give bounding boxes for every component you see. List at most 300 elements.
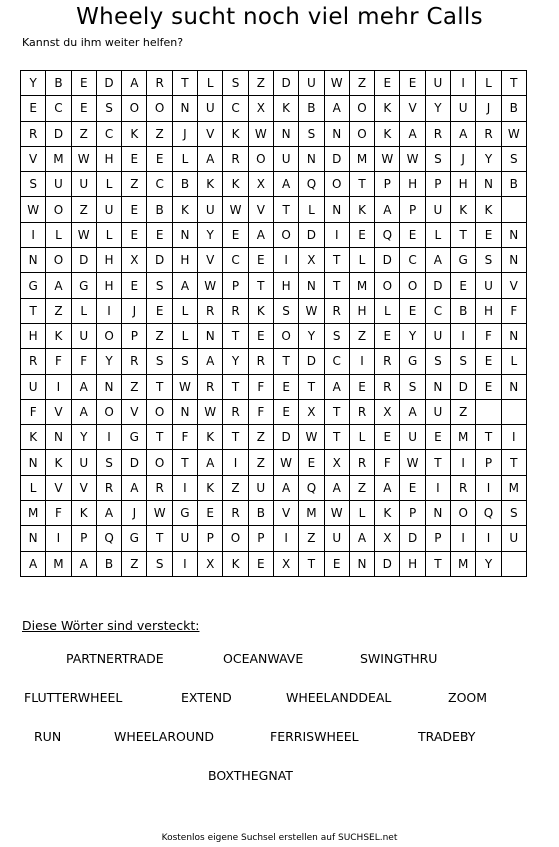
grid-cell: J xyxy=(476,96,501,121)
grid-cell: T xyxy=(299,374,324,399)
grid-cell: Z xyxy=(71,121,96,146)
grid-cell: T xyxy=(324,425,349,450)
grid-cell: Q xyxy=(299,172,324,197)
grid-cell: S xyxy=(223,71,248,96)
grid-cell: B xyxy=(501,172,526,197)
grid-cell: Z xyxy=(122,551,147,576)
grid-cell: K xyxy=(375,501,400,526)
grid-cell: J xyxy=(172,121,197,146)
grid-cell: E xyxy=(71,71,96,96)
grid-cell: S xyxy=(172,349,197,374)
grid-cell: O xyxy=(248,146,273,171)
grid-cell: R xyxy=(375,349,400,374)
grid-cell: N xyxy=(21,248,46,273)
grid-cell: V xyxy=(21,146,46,171)
grid-cell: L xyxy=(172,323,197,348)
grid-cell: J xyxy=(451,146,476,171)
grid-cell: H xyxy=(21,323,46,348)
grid-cell: E xyxy=(476,349,501,374)
grid-cell: C xyxy=(425,298,450,323)
grid-cell: X xyxy=(248,172,273,197)
word-item: FLUTTERWHEEL xyxy=(24,690,123,705)
grid-cell: M xyxy=(21,501,46,526)
word-item: TRADEBY xyxy=(418,729,476,744)
grid-cell: S xyxy=(147,349,172,374)
grid-cell: H xyxy=(349,298,374,323)
grid-cell: B xyxy=(46,71,71,96)
grid-cell: N xyxy=(501,222,526,247)
grid-row xyxy=(21,248,527,273)
grid-cell: T xyxy=(501,450,526,475)
grid-cell: V xyxy=(122,399,147,424)
grid-cell: X xyxy=(299,399,324,424)
grid-cell: L xyxy=(21,475,46,500)
grid-cell: A xyxy=(172,273,197,298)
grid-cell: T xyxy=(223,323,248,348)
grid-cell: Q xyxy=(375,222,400,247)
grid-cell: V xyxy=(46,399,71,424)
grid-cell: W xyxy=(273,450,298,475)
grid-cell: K xyxy=(223,551,248,576)
grid-cell: N xyxy=(425,501,450,526)
grid-cell: P xyxy=(425,172,450,197)
grid-cell: U xyxy=(425,71,450,96)
grid-cell: H xyxy=(96,248,121,273)
grid-cell: A xyxy=(400,121,425,146)
grid-cell: U xyxy=(172,526,197,551)
grid-cell: S xyxy=(273,298,298,323)
word-item: WHEELANDDEAL xyxy=(286,690,392,705)
grid-row xyxy=(21,96,527,121)
grid-cell: Z xyxy=(248,71,273,96)
grid-cell: T xyxy=(451,222,476,247)
grid-cell: W xyxy=(324,71,349,96)
grid-cell: F xyxy=(46,501,71,526)
grid-cell: I xyxy=(223,450,248,475)
grid-cell: A xyxy=(46,273,71,298)
grid-cell: F xyxy=(501,298,526,323)
grid-cell: E xyxy=(21,96,46,121)
grid-cell: R xyxy=(147,475,172,500)
grid-cell: E xyxy=(476,374,501,399)
grid-cell: H xyxy=(400,551,425,576)
grid-cell: E xyxy=(248,323,273,348)
grid-cell: I xyxy=(501,425,526,450)
grid-cell: T xyxy=(147,425,172,450)
grid-cell: K xyxy=(198,475,223,500)
grid-cell: X xyxy=(299,248,324,273)
grid-cell: L xyxy=(349,425,374,450)
grid-cell: R xyxy=(451,475,476,500)
grid-cell: D xyxy=(299,222,324,247)
grid-cell: R xyxy=(21,349,46,374)
grid-cell: T xyxy=(172,450,197,475)
grid-cell: A xyxy=(324,96,349,121)
grid-cell: K xyxy=(273,96,298,121)
grid-cell: Y xyxy=(400,323,425,348)
grid-cell: B xyxy=(501,96,526,121)
grid-cell: P xyxy=(248,526,273,551)
grid-cell: Z xyxy=(349,71,374,96)
grid-cell: D xyxy=(147,248,172,273)
grid-cell: G xyxy=(21,273,46,298)
grid-cell: X xyxy=(375,399,400,424)
grid-cell: X xyxy=(375,526,400,551)
grid-cell: M xyxy=(501,475,526,500)
grid-cell: P xyxy=(122,323,147,348)
grid-cell: U xyxy=(71,323,96,348)
grid-cell: R xyxy=(324,298,349,323)
grid-cell: K xyxy=(71,501,96,526)
grid-cell: O xyxy=(96,399,121,424)
grid-cell: L xyxy=(96,222,121,247)
grid-cell: C xyxy=(400,248,425,273)
grid-cell: N xyxy=(299,273,324,298)
grid-cell: I xyxy=(324,222,349,247)
grid-cell: O xyxy=(122,96,147,121)
grid-cell: H xyxy=(476,298,501,323)
grid-cell: L xyxy=(198,71,223,96)
grid-cell: Z xyxy=(122,374,147,399)
grid-cell: B xyxy=(299,96,324,121)
grid-cell: X xyxy=(248,96,273,121)
grid-cell: A xyxy=(198,146,223,171)
grid-cell: A xyxy=(198,450,223,475)
grid-cell: I xyxy=(451,71,476,96)
grid-cell: L xyxy=(476,71,501,96)
grid-cell: Y xyxy=(425,96,450,121)
grid-cell: D xyxy=(46,121,71,146)
letter-grid xyxy=(20,70,527,577)
grid-cell: E xyxy=(451,273,476,298)
grid-cell: A xyxy=(96,501,121,526)
grid-cell: W xyxy=(71,146,96,171)
grid-cell: E xyxy=(273,399,298,424)
grid-cell: Z xyxy=(147,121,172,146)
grid-cell: R xyxy=(349,399,374,424)
grid-cell: S xyxy=(299,121,324,146)
grid-cell: D xyxy=(375,248,400,273)
grid-cell: K xyxy=(223,121,248,146)
grid-cell: W xyxy=(400,146,425,171)
grid-cell: G xyxy=(400,349,425,374)
grid-cell: I xyxy=(21,222,46,247)
grid-cell: U xyxy=(425,197,450,222)
word-item: FERRISWHEEL xyxy=(270,729,359,744)
grid-cell: V xyxy=(198,248,223,273)
word-item: SWINGTHRU xyxy=(360,651,438,666)
grid-cell: E xyxy=(375,425,400,450)
grid-cell: Z xyxy=(299,526,324,551)
grid-cell: E xyxy=(122,273,147,298)
grid-cell: O xyxy=(147,399,172,424)
grid-cell: K xyxy=(451,197,476,222)
grid-cell xyxy=(501,197,526,222)
grid-cell: S xyxy=(425,146,450,171)
grid-cell: I xyxy=(451,526,476,551)
grid-cell: C xyxy=(147,172,172,197)
grid-cell: I xyxy=(425,475,450,500)
grid-cell: V xyxy=(248,197,273,222)
grid-cell: I xyxy=(476,475,501,500)
grid-cell: X xyxy=(198,551,223,576)
grid-cell xyxy=(501,551,526,576)
grid-cell: S xyxy=(400,374,425,399)
grid-cell: N xyxy=(172,96,197,121)
grid-row xyxy=(21,121,527,146)
grid-cell: I xyxy=(273,526,298,551)
grid-cell: V xyxy=(71,475,96,500)
grid-cell: K xyxy=(198,425,223,450)
grid-cell: O xyxy=(375,273,400,298)
grid-cell: O xyxy=(324,172,349,197)
grid-cell: Z xyxy=(349,475,374,500)
grid-cell: P xyxy=(71,526,96,551)
grid-cell: T xyxy=(324,248,349,273)
grid-cell: I xyxy=(46,526,71,551)
grid-cell: U xyxy=(501,526,526,551)
grid-cell: F xyxy=(248,399,273,424)
grid-cell: D xyxy=(71,248,96,273)
subtitle: Kannst du ihm weiter helfen? xyxy=(22,36,184,49)
grid-cell: S xyxy=(501,146,526,171)
grid-cell: R xyxy=(223,501,248,526)
grid-row xyxy=(21,172,527,197)
grid-cell: E xyxy=(375,323,400,348)
grid-row xyxy=(21,374,527,399)
grid-cell: C xyxy=(46,96,71,121)
grid-cell: K xyxy=(21,425,46,450)
grid-cell: E xyxy=(400,298,425,323)
grid-cell: T xyxy=(223,425,248,450)
grid-cell: L xyxy=(501,349,526,374)
grid-cell: N xyxy=(501,374,526,399)
grid-cell: C xyxy=(96,121,121,146)
grid-cell: W xyxy=(324,501,349,526)
grid-cell: R xyxy=(21,121,46,146)
grid-cell: A xyxy=(71,551,96,576)
grid-cell: P xyxy=(425,526,450,551)
grid-row xyxy=(21,222,527,247)
grid-cell: B xyxy=(172,172,197,197)
grid-row xyxy=(21,399,527,424)
grid-cell: R xyxy=(349,450,374,475)
grid-cell: K xyxy=(223,172,248,197)
grid-cell: R xyxy=(223,146,248,171)
grid-cell: E xyxy=(198,501,223,526)
grid-cell: E xyxy=(147,222,172,247)
grid-cell: R xyxy=(198,374,223,399)
grid-cell: U xyxy=(71,172,96,197)
grid-cell: Y xyxy=(96,349,121,374)
grid-cell: Y xyxy=(476,551,501,576)
grid-cell: W xyxy=(400,450,425,475)
grid-cell: S xyxy=(476,248,501,273)
grid-cell: I xyxy=(172,475,197,500)
grid-cell: Y xyxy=(476,146,501,171)
grid-cell: R xyxy=(476,121,501,146)
grid-cell: A xyxy=(425,248,450,273)
grid-cell: R xyxy=(223,399,248,424)
grid-cell: S xyxy=(147,551,172,576)
grid-cell: U xyxy=(46,172,71,197)
grid-cell: V xyxy=(501,273,526,298)
grid-cell: P xyxy=(223,273,248,298)
grid-cell: D xyxy=(273,425,298,450)
page-title: Wheely sucht noch viel mehr Calls xyxy=(76,4,483,30)
grid-cell: I xyxy=(96,298,121,323)
grid-cell: X xyxy=(324,450,349,475)
grid-cell: E xyxy=(147,146,172,171)
grid-cell: A xyxy=(248,222,273,247)
grid-cell: C xyxy=(324,349,349,374)
grid-cell: M xyxy=(46,146,71,171)
grid-cell: X xyxy=(122,248,147,273)
grid-cell: B xyxy=(147,197,172,222)
grid-cell: Y xyxy=(198,222,223,247)
grid-cell: K xyxy=(349,197,374,222)
grid-cell: Z xyxy=(122,172,147,197)
grid-cell: O xyxy=(46,197,71,222)
grid-cell: E xyxy=(223,222,248,247)
grid-cell: A xyxy=(21,551,46,576)
grid-cell: Y xyxy=(71,425,96,450)
grid-cell: R xyxy=(147,71,172,96)
grid-cell: E xyxy=(122,222,147,247)
grid-cell: L xyxy=(299,197,324,222)
grid-cell: E xyxy=(400,71,425,96)
grid-cell: W xyxy=(501,121,526,146)
grid-cell: S xyxy=(425,349,450,374)
grid-cell: F xyxy=(46,349,71,374)
grid-cell: R xyxy=(122,349,147,374)
grid-cell: T xyxy=(425,551,450,576)
grid-cell: T xyxy=(147,526,172,551)
grid-cell: Z xyxy=(248,450,273,475)
grid-cell: E xyxy=(349,374,374,399)
grid-cell: M xyxy=(349,146,374,171)
grid-cell: O xyxy=(96,323,121,348)
grid-cell: E xyxy=(476,222,501,247)
grid-cell: A xyxy=(324,475,349,500)
grid-cell: E xyxy=(147,298,172,323)
grid-cell: D xyxy=(299,349,324,374)
grid-cell: S xyxy=(96,96,121,121)
grid-cell: I xyxy=(451,450,476,475)
grid-cell: L xyxy=(375,298,400,323)
grid-cell: D xyxy=(425,273,450,298)
grid-cell: G xyxy=(122,526,147,551)
grid-cell: F xyxy=(21,399,46,424)
grid-cell: B xyxy=(451,298,476,323)
grid-cell: C xyxy=(223,96,248,121)
grid-cell: K xyxy=(198,172,223,197)
grid-cell: O xyxy=(400,273,425,298)
grid-cell: R xyxy=(96,475,121,500)
grid-cell: W xyxy=(147,501,172,526)
grid-cell: H xyxy=(400,172,425,197)
grid-cell: M xyxy=(451,425,476,450)
grid-cell: N xyxy=(324,197,349,222)
grid-cell: X xyxy=(273,551,298,576)
grid-cell: U xyxy=(71,450,96,475)
grid-cell: P xyxy=(400,501,425,526)
grid-cell: F xyxy=(476,323,501,348)
grid-row xyxy=(21,273,527,298)
grid-cell: I xyxy=(46,374,71,399)
grid-cell: Y xyxy=(299,323,324,348)
grid-row xyxy=(21,501,527,526)
grid-cell: L xyxy=(172,298,197,323)
grid-cell: R xyxy=(375,374,400,399)
grid-cell: O xyxy=(46,248,71,273)
grid-cell: D xyxy=(375,551,400,576)
grid-cell: K xyxy=(122,121,147,146)
grid-cell xyxy=(501,399,526,424)
grid-cell: A xyxy=(349,526,374,551)
grid-cell: A xyxy=(273,475,298,500)
grid-cell: U xyxy=(451,96,476,121)
grid-cell: G xyxy=(71,273,96,298)
grid-cell: M xyxy=(46,551,71,576)
word-item: WHEELAROUND xyxy=(114,729,215,744)
grid-cell: U xyxy=(198,197,223,222)
grid-cell: L xyxy=(71,298,96,323)
grid-cell: N xyxy=(46,425,71,450)
grid-cell: R xyxy=(425,121,450,146)
grid-cell: O xyxy=(349,121,374,146)
grid-cell: I xyxy=(96,425,121,450)
grid-cell: A xyxy=(122,475,147,500)
word-item: RUN xyxy=(34,729,62,744)
grid-cell: Z xyxy=(71,197,96,222)
grid-cell: K xyxy=(375,96,400,121)
word-item: BOXTHEGNAT xyxy=(208,768,293,783)
grid-cell: W xyxy=(299,425,324,450)
grid-cell: T xyxy=(21,298,46,323)
grid-cell: F xyxy=(375,450,400,475)
grid-cell: N xyxy=(172,222,197,247)
grid-cell: D xyxy=(273,71,298,96)
grid-cell: E xyxy=(71,96,96,121)
grid-cell: Z xyxy=(223,475,248,500)
grid-cell: W xyxy=(172,374,197,399)
grid-cell: T xyxy=(223,374,248,399)
grid-cell: N xyxy=(21,526,46,551)
grid-cell: E xyxy=(122,146,147,171)
grid-cell: H xyxy=(96,273,121,298)
grid-cell: T xyxy=(172,71,197,96)
grid-cell: Q xyxy=(299,475,324,500)
grid-cell: E xyxy=(122,197,147,222)
grid-cell: D xyxy=(451,374,476,399)
grid-cell: Q xyxy=(476,501,501,526)
grid-cell: I xyxy=(172,551,197,576)
grid-cell: E xyxy=(248,551,273,576)
grid-cell: H xyxy=(172,248,197,273)
grid-cell: S xyxy=(21,172,46,197)
grid-cell: H xyxy=(451,172,476,197)
grid-row xyxy=(21,425,527,450)
grid-cell: U xyxy=(248,475,273,500)
words-heading: Diese Wörter sind versteckt: xyxy=(22,618,200,633)
grid-cell: T xyxy=(324,273,349,298)
grid-cell: I xyxy=(451,323,476,348)
grid-cell: W xyxy=(375,146,400,171)
grid-cell: H xyxy=(273,273,298,298)
grid-cell: E xyxy=(324,551,349,576)
grid-cell: Y xyxy=(21,71,46,96)
